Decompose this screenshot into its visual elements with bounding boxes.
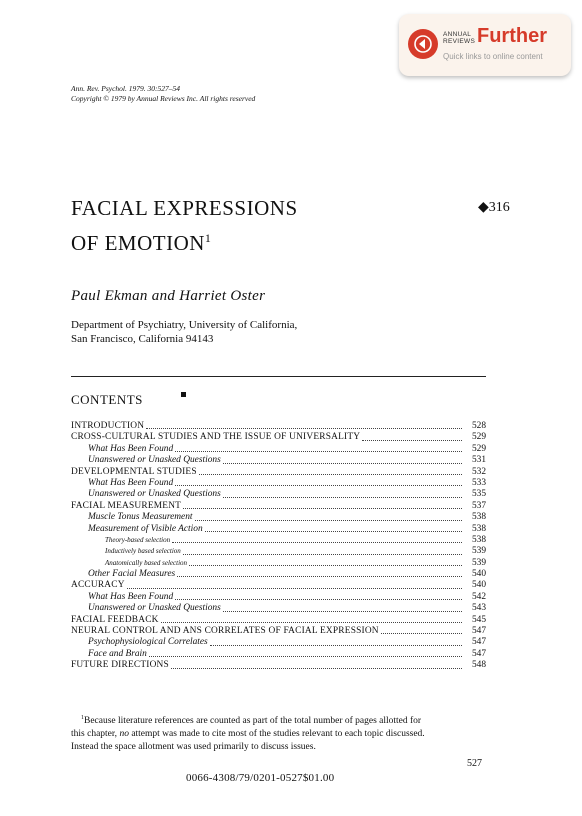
article-title: FACIAL EXPRESSIONS OF EMOTION$^1$	[71, 196, 298, 255]
toc-entry-page: 547	[471, 648, 486, 659]
toc-entry-page: 542	[471, 591, 486, 602]
toc-entry-page: 528	[471, 420, 486, 431]
toc-entry-label: Muscle Tonus Measurement	[88, 512, 193, 523]
toc-entry[interactable]	[71, 569, 486, 580]
toc-entry-page: 529	[471, 432, 486, 443]
toc-entry-page: 538	[471, 512, 486, 523]
toc-leader-dots	[171, 668, 462, 669]
toc-leader-dots	[175, 451, 462, 452]
toc-entry[interactable]	[71, 535, 486, 546]
toc-entry-label: DEVELOPMENTAL STUDIES	[71, 466, 197, 477]
toc-leader-dots	[175, 599, 462, 600]
toc-entry-page: 547	[471, 626, 486, 637]
toc-leader-dots	[223, 463, 462, 464]
toc-entry[interactable]	[71, 489, 486, 500]
authors: Paul Ekman and Harriet Oster	[71, 288, 266, 304]
toc-entry[interactable]	[71, 603, 486, 614]
toc-leader-dots	[189, 565, 462, 566]
toc-entry-page: 543	[471, 603, 486, 614]
affiliation: Department of Psychiatry, University of California, San Francisco, California 94143	[71, 319, 298, 345]
marker-square-icon	[181, 392, 186, 397]
toc-leader-dots	[195, 520, 462, 521]
toc-entry-label: Unanswered or Unasked Questions	[88, 455, 221, 466]
toc-leader-dots	[175, 485, 462, 486]
journal-citation: Ann. Rev. Psychol. 1979. 30:527–54	[71, 84, 181, 93]
toc-entry-label: FACIAL FEEDBACK	[71, 614, 159, 625]
issn-line: 0066-4308/79/0201-0527$01.00	[186, 772, 335, 784]
toc-entry-page: 535	[471, 489, 486, 500]
toc-entry[interactable]	[71, 615, 486, 626]
toc-entry-page: 529	[471, 443, 486, 454]
toc-leader-dots	[149, 656, 462, 657]
toc-entry[interactable]	[71, 546, 486, 557]
toc-leader-dots	[199, 474, 462, 475]
toc-entry[interactable]	[71, 455, 486, 466]
toc-entry-label: Unanswered or Unasked Questions	[88, 489, 221, 500]
toc-entry[interactable]	[71, 478, 486, 489]
toc-entry-label: What Has Been Found	[88, 477, 174, 488]
toc-entry-page: 537	[471, 500, 486, 511]
table-of-contents	[71, 421, 486, 672]
toc-entry[interactable]	[71, 592, 486, 603]
toc-entry[interactable]	[71, 637, 486, 648]
toc-entry[interactable]	[71, 444, 486, 455]
section-divider	[71, 376, 486, 377]
toc-entry-label: What Has Been Found	[88, 591, 174, 602]
toc-entry-page: 545	[471, 614, 486, 625]
toc-entry-page: 540	[471, 569, 486, 580]
footnote: $^1$Because literature references are counted as part of the total number of pages allotted for this chapter, no attempt was made to cite most of the studies relevant to each topic discussed. Instead the space allotment was used primarily to discuss issues.	[71, 715, 425, 753]
toc-leader-dots	[146, 428, 462, 429]
toc-entry[interactable]	[71, 512, 486, 523]
toc-entry-label: Measurement of Visible Action	[88, 523, 203, 534]
toc-entry-page: 548	[471, 660, 486, 671]
toc-entry-label: Theory-based selection	[105, 535, 171, 544]
toc-entry[interactable]	[71, 421, 486, 432]
toc-leader-dots	[161, 622, 462, 623]
toc-entry[interactable]	[71, 432, 486, 443]
toc-leader-dots	[183, 554, 462, 555]
toc-entry-page: 540	[471, 580, 486, 591]
toc-entry-label: Other Facial Measures	[88, 569, 176, 580]
toc-entry[interactable]	[71, 467, 486, 478]
annual-reviews-logo-icon	[408, 29, 438, 59]
toc-entry-label: Inductively based selection	[105, 547, 181, 556]
toc-leader-dots	[362, 440, 462, 441]
annual-reviews-wordmark: ANNUAL REVIEWS	[443, 31, 476, 45]
further-brand: Further	[477, 25, 547, 47]
toc-entry[interactable]	[71, 524, 486, 535]
toc-entry-page: 533	[471, 477, 486, 488]
toc-leader-dots	[381, 633, 462, 634]
further-badge[interactable]	[399, 14, 571, 76]
toc-entry[interactable]	[71, 626, 486, 637]
toc-entry-label: ACCURACY	[71, 580, 125, 591]
toc-entry[interactable]	[71, 660, 486, 671]
toc-entry-label: FUTURE DIRECTIONS	[71, 660, 169, 671]
toc-leader-dots	[177, 576, 462, 577]
toc-entry-label: Unanswered or Unasked Questions	[88, 603, 221, 614]
toc-entry-page: 539	[471, 557, 486, 568]
toc-entry-label: Face and Brain	[88, 648, 147, 659]
toc-entry-page: 531	[471, 455, 486, 466]
article-code: ◆316	[478, 200, 510, 215]
toc-entry[interactable]	[71, 649, 486, 660]
toc-entry-page: 547	[471, 637, 486, 648]
toc-entry-page: 538	[471, 523, 486, 534]
title-footnote-mark: 1	[204, 231, 212, 245]
toc-entry-label: Anatomically based selection	[105, 558, 188, 567]
contents-heading: CONTENTS	[71, 392, 143, 407]
toc-entry-label: CROSS-CULTURAL STUDIES AND THE ISSUE OF UNIVERSALITY	[71, 432, 361, 443]
toc-entry-label: FACIAL MEASUREMENT	[71, 500, 182, 511]
further-subtitle[interactable]: Quick links to online content	[443, 52, 543, 61]
copyright-line: Copyright © 1979 by Annual Reviews Inc. All rights reserved	[71, 94, 256, 103]
toc-entry[interactable]	[71, 580, 486, 591]
toc-entry-page: 539	[471, 546, 486, 557]
toc-entry-label: INTRODUCTION	[71, 420, 145, 431]
toc-leader-dots	[205, 531, 462, 532]
toc-entry-page: 538	[471, 534, 486, 545]
toc-leader-dots	[172, 542, 462, 543]
toc-leader-dots	[127, 588, 462, 589]
page-number: 527	[467, 758, 482, 769]
toc-leader-dots	[223, 611, 462, 612]
toc-leader-dots	[210, 645, 462, 646]
toc-entry-label: NEURAL CONTROL AND ANS CORRELATES OF FACIAL EXPRESSION	[71, 626, 379, 637]
toc-entry-label: What Has Been Found	[88, 443, 174, 454]
toc-entry[interactable]	[71, 558, 486, 569]
toc-leader-dots	[223, 497, 462, 498]
toc-entry-page: 532	[471, 466, 486, 477]
toc-entry-label: Psychophysiological Correlates	[88, 637, 208, 648]
toc-leader-dots	[183, 508, 462, 509]
toc-entry[interactable]	[71, 501, 486, 512]
